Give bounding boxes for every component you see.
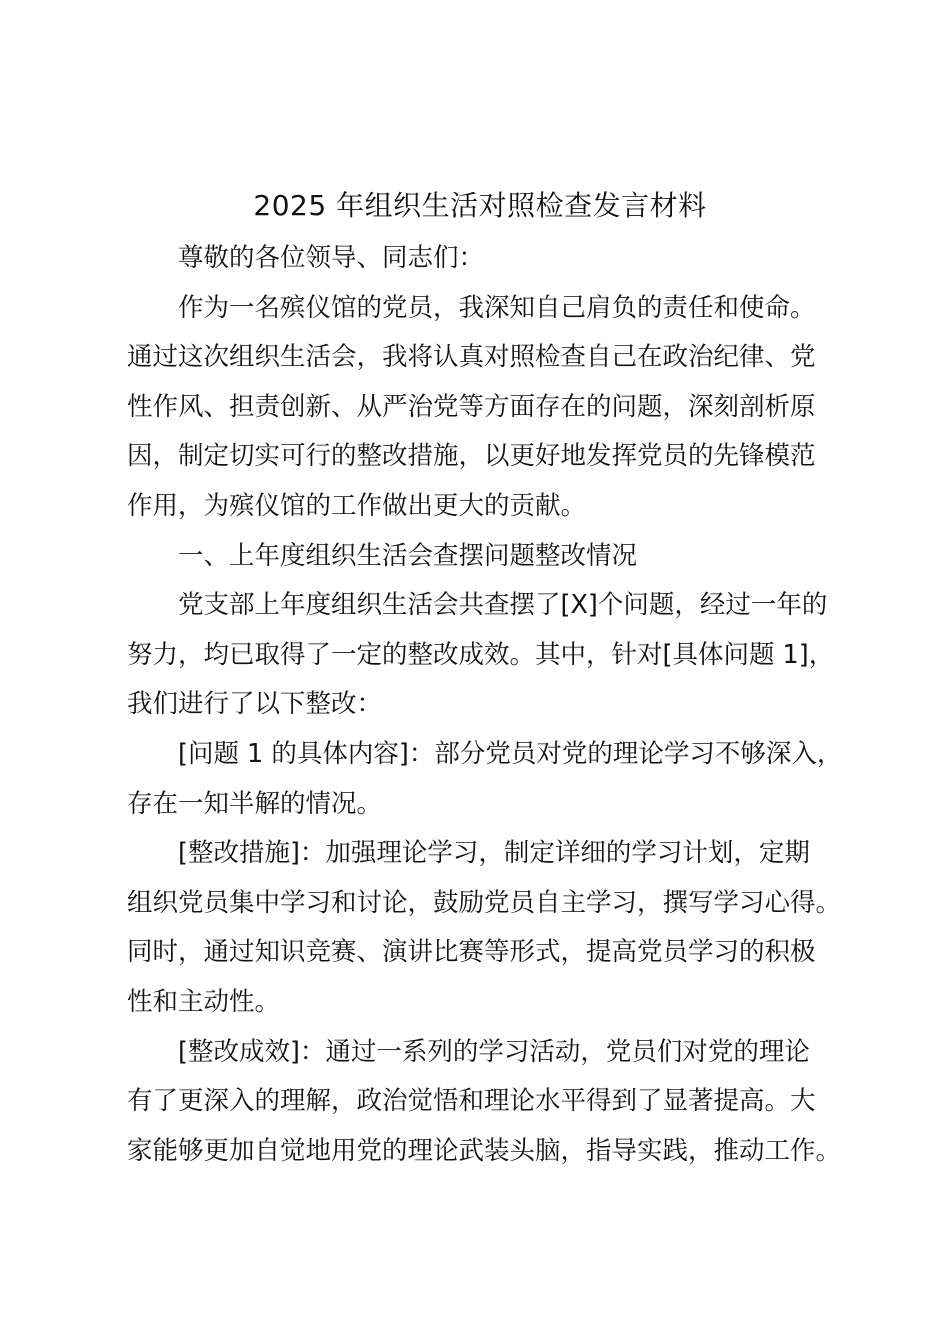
intro-line: 性作风、担责创新、从严治党等方面存在的问题，深刻剖析原 [127, 391, 816, 422]
results-paragraph [127, 1028, 842, 1177]
measures-paragraph [127, 829, 842, 1027]
document-title: 2025 年组织生活对照检查发言材料 [253, 189, 707, 222]
salutation [127, 234, 837, 284]
section-line: 党支部上年度组织生活会共查摆了[X]个问题，经过一年的 [178, 590, 828, 621]
intro-paragraph [127, 284, 837, 532]
results-line: [整改成效]：通过一系列的学习活动，党员们对党的理论 [178, 1036, 810, 1067]
section-line: 努力，均已取得了一定的整改成效。其中，针对[具体问题 1]， [127, 639, 835, 670]
measures-line: [整改措施]：加强理论学习，制定详细的学习计划，定期 [178, 838, 810, 869]
intro-line: 通过这次组织生活会，我将认真对照检查自己在政治纪律、党 [127, 342, 816, 373]
problem-line: [问题 1 的具体内容]：部分党员对党的理论学习不够深入， [178, 738, 843, 769]
measures-line: 同时，通过知识竞赛、演讲比赛等形式，提高党员学习的积极 [127, 937, 816, 968]
problem-paragraph [127, 730, 843, 829]
results-line: 家能够更加自觉地用党的理论武装头脑，指导实践，推动工作。 [127, 1135, 842, 1166]
section-heading: 一、上年度组织生活会查摆问题整改情况 [178, 540, 638, 571]
intro-line: 因，制定切实可行的整改措施，以更好地发挥党员的先锋模范 [127, 441, 816, 472]
measures-line: 组织党员集中学习和讨论，鼓励党员自主学习，撰写学习心得。 [127, 887, 842, 918]
intro-line: 作为一名殡仪馆的党员，我深知自己肩负的责任和使命。 [178, 292, 816, 323]
measures-line: 性和主动性。 [127, 986, 281, 1017]
section-paragraph [127, 581, 837, 730]
results-line: 有了更深入的理解，政治觉悟和理论水平得到了显著提高。大 [127, 1086, 816, 1117]
document-body [127, 234, 843, 1176]
section-line: 我们进行了以下整改： [127, 689, 383, 720]
problem-line: 存在一知半解的情况。 [127, 788, 383, 819]
intro-line: 作用，为殡仪馆的工作做出更大的贡献。 [127, 490, 587, 521]
salutation-line: 尊敬的各位领导、同志们： [178, 243, 485, 273]
